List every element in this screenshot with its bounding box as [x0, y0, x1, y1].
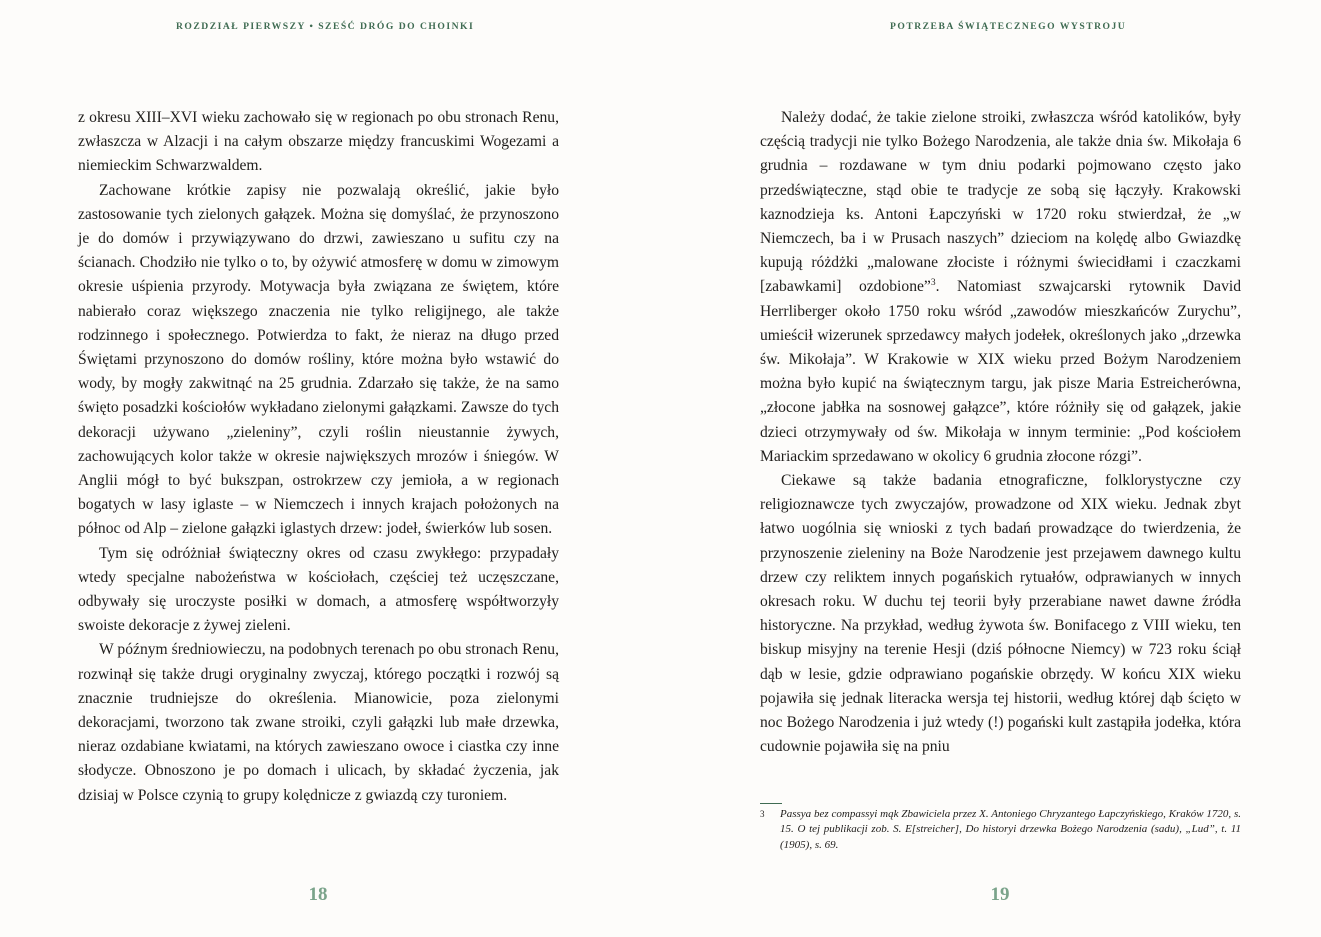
paragraph: z okresu XIII–XVI wieku zachowało się w regionach po obu stronach Renu, zwłaszcza w Alzacji i na całym obszarze między francuskimi Wogezami a niemieckim Schwarzwaldem. [78, 109, 559, 175]
paragraph-text: . Natomiast szwajcarski rytownik David Herrliberger około 1750 roku wśród „zawodów mieszkańców Zurychu”, umieścił wizerunek sprzedawcy małych jodełek, określonych jako „drzewka św. Mikołaja”. W Krakowie w XIX wieku przed Bożym Narodzeniem można było kupić na świątecznym targu, jak pisze Maria Estreicherówna, „złocone jabłka na sosnowej gałązce”, które różniły się od gałązek, jakie dzieci otrzymywały od św. Mikołaja w innym terminie: „Pod kościołem Mariackim sprzedawano w okolicy 6 grudnia złocone rózgi”. [760, 278, 1241, 465]
running-head-left: ROZDZIAŁ PIERWSZY • SZEŚĆ DRÓG DO CHOINKI [176, 21, 475, 32]
paragraph-text: Należy dodać, że takie zielone stroiki, zwłaszcza wśród katolików, były częścią tradycji nie tylko Bożego Narodzenia, ale także dnia św. Mikołaja 6 grudnia – rozdawane w tym dniu podarki pojmowano często jako przedświąteczne, stąd obie te tradycje ze sobą się łączyły. Krakowski kaznodzieja ks. Antoni Łapczyński w 1720 roku stwierdzał, że „w Niemczech, ba i w Prusach naszych” dzieciom na kolędę albo Gwiazdkę kupują różdżki „malowane złociste i różnymi świecidłami i czaczkami [zabawkami] ozdobione” [760, 109, 1241, 296]
paragraph: W późnym średniowieczu, na podobnych terenach po obu stronach Renu, rozwinął się także drugi oryginalny zwyczaj, którego początki i rozwój są znacznie trudniejsze do określenia. Mianowicie, poza zielonymi dekoracjami, tworzono tak zwane stroiki, czyli gałązki lub małe drzewka, nieraz ozdabiane kwiatami, na których zawieszano owoce i ciastka czy inne słodycze. Obnoszono je po domach i ulicach, by składać życzenia, jak dzisiaj w Polsce czynią to grupy kolędnicze z gwiazdą czy turoniem. [78, 641, 559, 804]
paragraph: Tym się odróżniał świąteczny okres od czasu zwykłego: przypadały wtedy specjalne nabożeństwa w kościołach, częściej też uczęszczane, odbywały się uroczyste posiłki w domach, a atmosferę współtworzyły swoiste dekoracje z żywej zieleni. [78, 544, 559, 635]
right-page-body [760, 106, 1241, 759]
footnote-reference[interactable]: 3 [930, 278, 936, 289]
paragraph: Zachowane krótkie zapisy nie pozwalają określić, jakie było zastosowanie tych zielonych gałązek. Można się domyślać, że przynoszono je do domów i przywiązywano do drzwi, zawieszano u sufitu czy na ścianach. Chodziło nie tylko o to, by ożywić atmosferę w domu w zimowym okresie uśpienia przyrody. Motywacja była związana ze świętem, które nabierało coraz większego znaczenia nie tylko religijnego, ale także rodzinnego i społecznego. Potwierdza to fakt, że nieraz na długo przed Świętami przynoszono do domów rośliny, które można było wstawić do wody, by mogły zakwitnąć na 25 grudnia. Zdarzało się także, że na samo święto posadzki kościołów wykładano zielonymi gałązkami. Zawsze do tych dekoracji używano „zieleniny”, czyli roślin nieustannie żywych, zachowujących kolor także w okresie największych mrozów i śniegów. W Anglii mógł to być bukszpan, ostrokrzew czy jemioła, a w regionach bogatych w lasy iglaste – w Niemczech i innych krajach położonych na północ od Alp – zielone gałązki iglastych drzew: jodeł, świerków lub sosen. [78, 181, 559, 538]
paragraph: Ciekawe są także badania etnograficzne, folklorystyczne czy religioznawcze tych zwyczajów, prowadzone od XIX wieku. Jednak zbyt łatwo uogólnia się wnioski z tych badań prowadzące do twierdzenia, że przynoszenie zieleniny na Boże Narodzenie jest przejawem dawnego kultu drzew czy reliktem innych pogańskich rytuałów, odprawianych w innych okresach roku. W duchu tej teorii były przerabiane nawet dawne źródła historyczne. Na przykład, według żywota św. Bonifacego z VIII wieku, ten biskup misyjny na terenie Hesji (dziś północne Niemcy) w 723 roku ściął dąb w lesie, gdzie odprawiano pogańskie obrzędy. W końcu XIX wieku pojawiła się jednak literacka wersja tej historii, według której dąb ścięto w noc Bożego Narodzenia i już wtedy (!) pogański kult zastąpiła jodełka, która cudownie pojawiła się na pniu [760, 472, 1241, 756]
running-head-right: POTRZEBA ŚWIĄTECZNEGO WYSTROJU [890, 21, 1127, 32]
left-page [0, 0, 660, 937]
paragraph [760, 106, 1241, 469]
footnote-text: Passya bez compassyi mąk Zbawiciela przez X. Antoniego Chryzantego Łapczyńskiego, Kraków 1720, s. 15. O tej publikacji zob. S. E[streicher], Do historyi drzewka Bożego Narodzenia (sadu), „Lud”, t. 11 (1905), s. 69. [780, 808, 1241, 851]
page-number-left: 18 [308, 884, 328, 905]
right-page [661, 0, 1321, 937]
footnote [760, 807, 1241, 853]
footnote-number: 3 [760, 809, 765, 819]
footnote-divider [760, 803, 782, 804]
page-number-right: 19 [990, 884, 1010, 905]
left-page-body [78, 106, 559, 808]
